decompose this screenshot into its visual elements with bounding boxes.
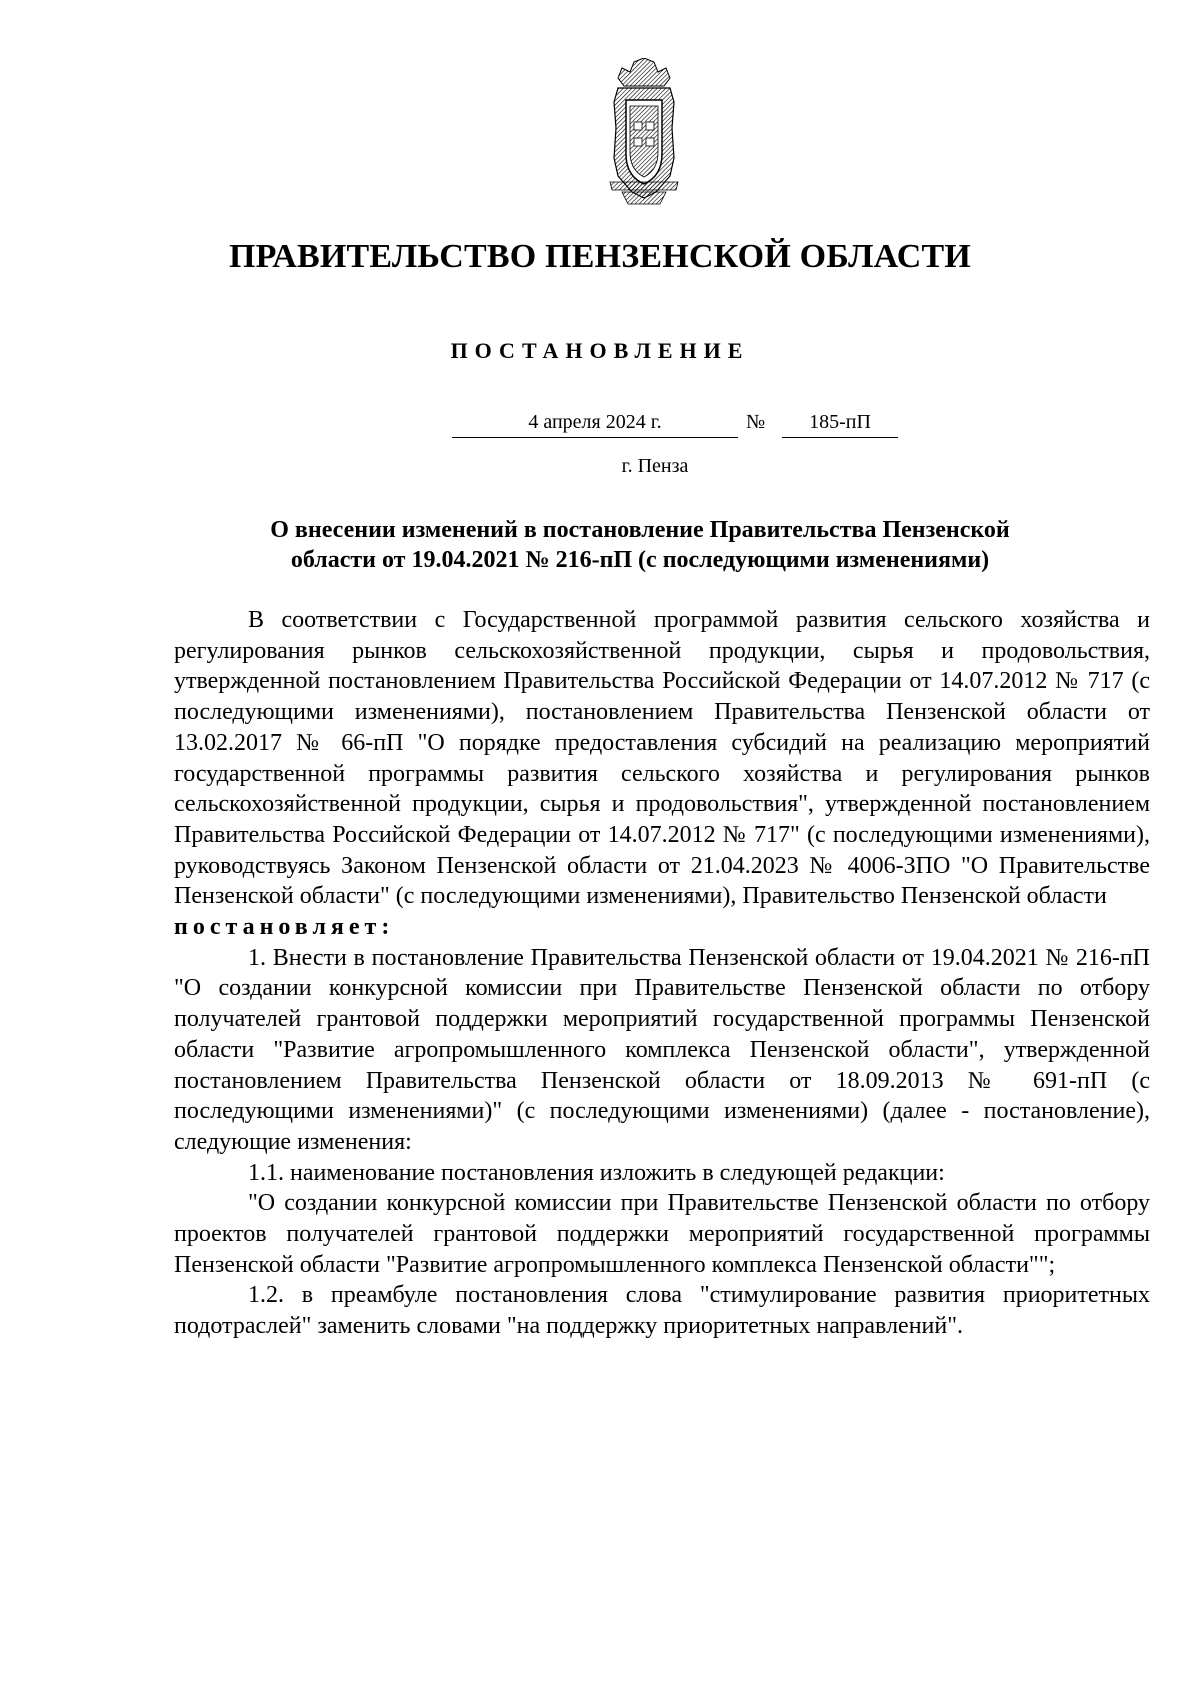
resolves-word: постановляет: — [174, 914, 395, 941]
item-1-1-paragraph: 1.1. наименование постановления изложить в следующей редакции: — [248, 1159, 945, 1186]
item-1-paragraph: 1. Внести в постановление Правительства Пензенской области от 19.04.2021 № 216-пП "О создании конкурсной комиссии при Правительстве Пензенской области по отбору получателей грантовой поддержки мероприятий государственной программы Пензенской области "Развитие агропромышленного комплекса Пензенской области", утвержденной постановлением Правительства Пензенской области от 18.09.2013 № 691-пП (с последующими изменениями)" (с последующими изменениями) (далее - постановление), следующие изменения: — [174, 944, 1150, 1155]
document-type: ПОСТАНОВЛЕНИЕ — [450, 338, 750, 363]
document-number: 185-пП — [782, 411, 898, 438]
preamble-paragraph: В соответствии с Государственной программой развития сельского хозяйства и регулирования рынков сельскохозяйственной продукции, сырья и продовольствия, утвержденной постановлением Правительства Российской Федерации от 14.07.2012 № 717 (с последующими изменениями), постановлением Правительства Пензенской области от 13.02.2017 № 66-пП "О порядке предоставления субсидий на реализацию мероприятий государственной программы развития сельского хозяйства и регулирования рынков сельскохозяйственной продукции, сырья и продовольствия", утвержденной постановлением Правительства Российской Федерации от 14.07.2012 № 717" (с последующими изменениями), руководствуясь Законом Пензенской области от 21.04.2023 № 4006-ЗПО "О Правительстве Пензенской области" (с последующими изменениями), Правительство Пензенской области — [174, 607, 1150, 910]
subject-line-2: области от 19.04.2021 № 216-пП (с последующими изменениями) — [290, 547, 990, 573]
government-title: ПРАВИТЕЛЬСТВО ПЕНЗЕНСКОЙ ОБЛАСТИ — [228, 238, 971, 275]
document-subject — [190, 515, 1090, 575]
document-date: 4 апреля 2024 г. — [452, 411, 738, 438]
document-body — [174, 605, 1150, 1342]
item-1-2-paragraph: 1.2. в преамбуле постановления слова "стимулирование развития приоритетных подотраслей" заменить словами "на поддержку приоритетных направлений". — [174, 1282, 1150, 1340]
number-sign: № — [746, 411, 766, 433]
item-1-1-quote-paragraph: "О создании конкурсной комиссии при Правительстве Пензенской области по отбору проектов получателей грантовой поддержки мероприятий государственной программы Пензенской области "Развитие агропромышленного комплекса Пензенской области""; — [174, 1190, 1150, 1278]
subject-line-1: О внесении изменений в постановление Правительства Пензенской — [270, 517, 1010, 543]
city: г. Пенза — [621, 455, 689, 477]
coat-of-arms-emblem — [598, 58, 690, 208]
